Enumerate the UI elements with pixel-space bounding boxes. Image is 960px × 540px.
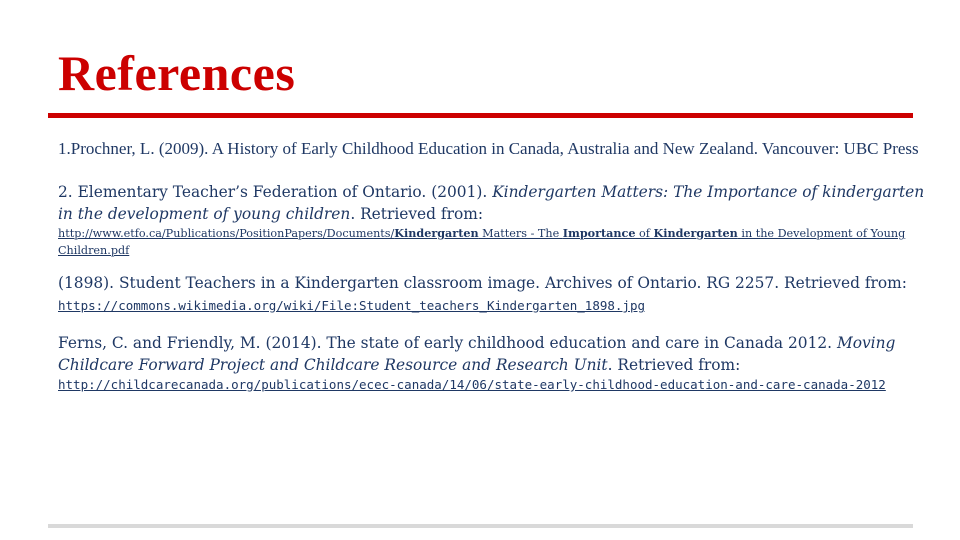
- reference-2-title: Kindergarten Matters: The Importance of kindergarten in the development of young children: [58, 183, 925, 223]
- reference-2-link[interactable]: http://www.etfo.ca/Publications/PositionPapers/Documents/Kindergarten Matters - The Importance of Kindergarten in the Development of Young Children.pdf: [58, 226, 906, 257]
- reference-4-tail: . Retrieved from:: [607, 356, 741, 374]
- reference-1: 1.Prochner, L. (2009). A History of Early Childhood Education in Canada, Australia and New Zealand. Vancouver: UBC Press: [58, 139, 919, 158]
- reference-2-lead: 2. Elementary Teacher’s Federation of Ontario. (2001).: [58, 183, 493, 201]
- footer-divider: [48, 524, 913, 528]
- references-list: [58, 138, 928, 394]
- reference-4-lead: Ferns, C. and Friendly, M. (2014). The state of early childhood education and care in Canada 2012.: [58, 334, 837, 352]
- reference-4-link[interactable]: http://childcarecanada.org/publications/ecec-canada/14/06/state-early-childhood-education-and-care-canada-2012: [58, 377, 886, 392]
- reference-2-tail: . Retrieved from:: [350, 205, 484, 223]
- slide-title: References: [58, 45, 296, 101]
- reference-3-text: (1898). Student Teachers in a Kindergarten classroom image. Archives of Ontario. RG 2257. Retrieved from:: [58, 274, 907, 292]
- title-divider: [48, 113, 913, 118]
- reference-3: [58, 272, 928, 317]
- reference-2: [58, 181, 928, 259]
- reference-4: [58, 332, 928, 394]
- reference-4-title: Moving Childcare Forward Project and Childcare Resource and Research Unit: [58, 334, 896, 374]
- reference-3-link[interactable]: https://commons.wikimedia.org/wiki/File:Student_teachers_Kindergarten_1898.jpg: [58, 298, 645, 313]
